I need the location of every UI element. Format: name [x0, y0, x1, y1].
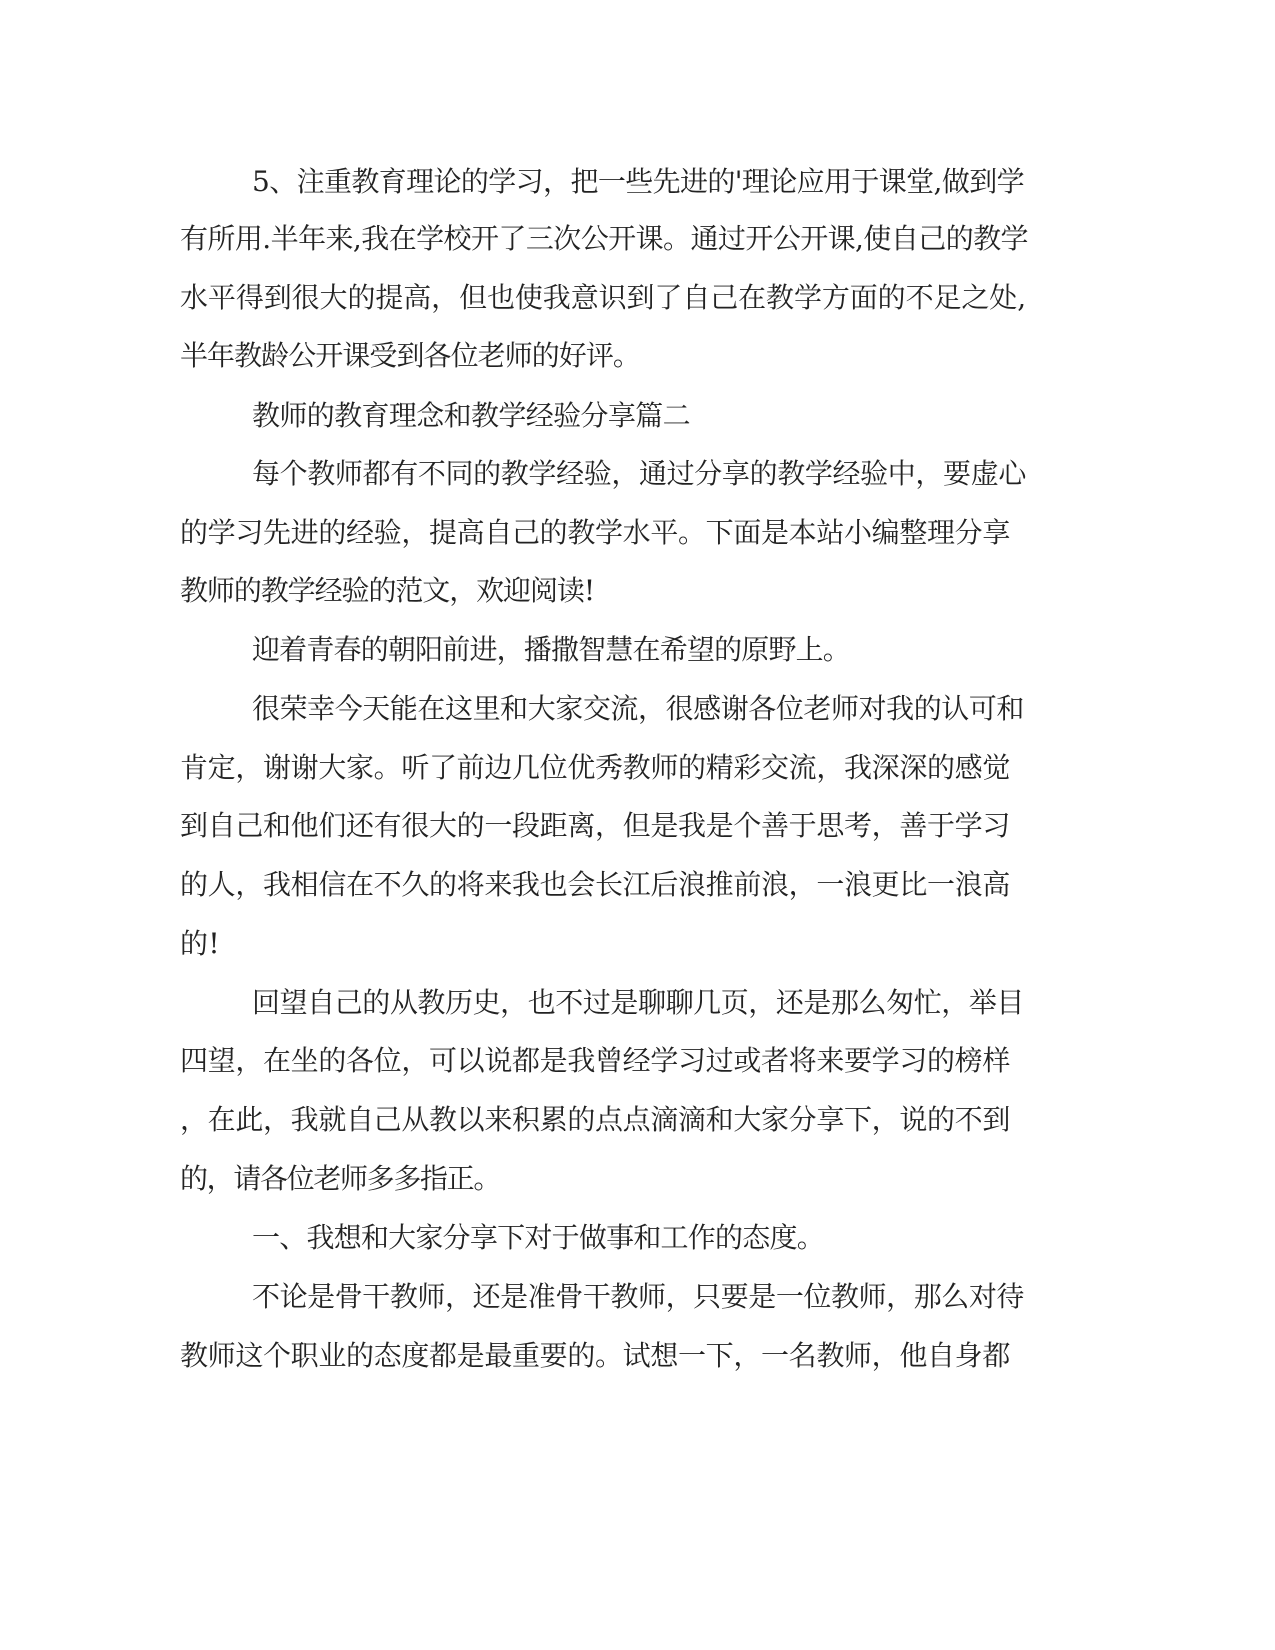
- text-line: 有所用.半年来,我在学校开了三次公开课。通过开公开课,使自己的教学: [180, 222, 1028, 255]
- text-line: 的学习先进的经验，提高自己的教学水平。下面是本站小编整理分享: [180, 516, 1010, 549]
- text-line: ，在此，我就自己从教以来积累的点点滴滴和大家分享下，说的不到: [180, 1103, 1010, 1136]
- text-line: 教师这个职业的态度都是最重要的。试想一下，一名教师，他自身都: [180, 1339, 1010, 1372]
- text-line: 水平得到很大的提高，但也使我意识到了自己在教学方面的不足之处,: [180, 281, 1026, 314]
- section-heading: 教师的教育理念和教学经验分享篇二: [252, 399, 690, 432]
- text-line: 到自己和他们还有很大的一段距离，但是我是个善于思考，善于学习: [180, 809, 1010, 842]
- text-line: 的，请各位老师多多指正。: [180, 1162, 500, 1195]
- text-line: 半年教龄公开课受到各位老师的好评。: [180, 339, 640, 372]
- text-line: 的人，我相信在不久的将来我也会长江后浪推前浪，一浪更比一浪高: [180, 868, 1010, 901]
- text-line: 肯定，谢谢大家。听了前边几位优秀教师的精彩交流，我深深的感觉: [180, 751, 1010, 784]
- text-line: 一、我想和大家分享下对于做事和工作的态度。: [252, 1221, 824, 1254]
- text-line: 不论是骨干教师，还是准骨干教师，只要是一位教师，那么对待: [252, 1280, 1024, 1313]
- text-line: 教师的教学经验的范文，欢迎阅读!: [180, 574, 594, 607]
- text-line: 回望自己的从教历史，也不过是聊聊几页，还是那么匆忙，举目: [252, 986, 1024, 1019]
- text-line: 迎着青春的朝阳前进，播撒智慧在希望的原野上。: [252, 633, 850, 666]
- text-line: 每个教师都有不同的教学经验，通过分享的教学经验中，要虚心: [252, 457, 1026, 490]
- text-line: 很荣幸今天能在这里和大家交流，很感谢各位老师对我的认可和: [252, 692, 1024, 725]
- text-line: 四望，在坐的各位，可以说都是我曾经学习过或者将来要学习的榜样: [180, 1044, 1010, 1077]
- text-line: 的!: [180, 927, 220, 960]
- text-line: 5、注重教育理论的学习，把一些先进的'理论应用于课堂,做到学: [252, 165, 1024, 198]
